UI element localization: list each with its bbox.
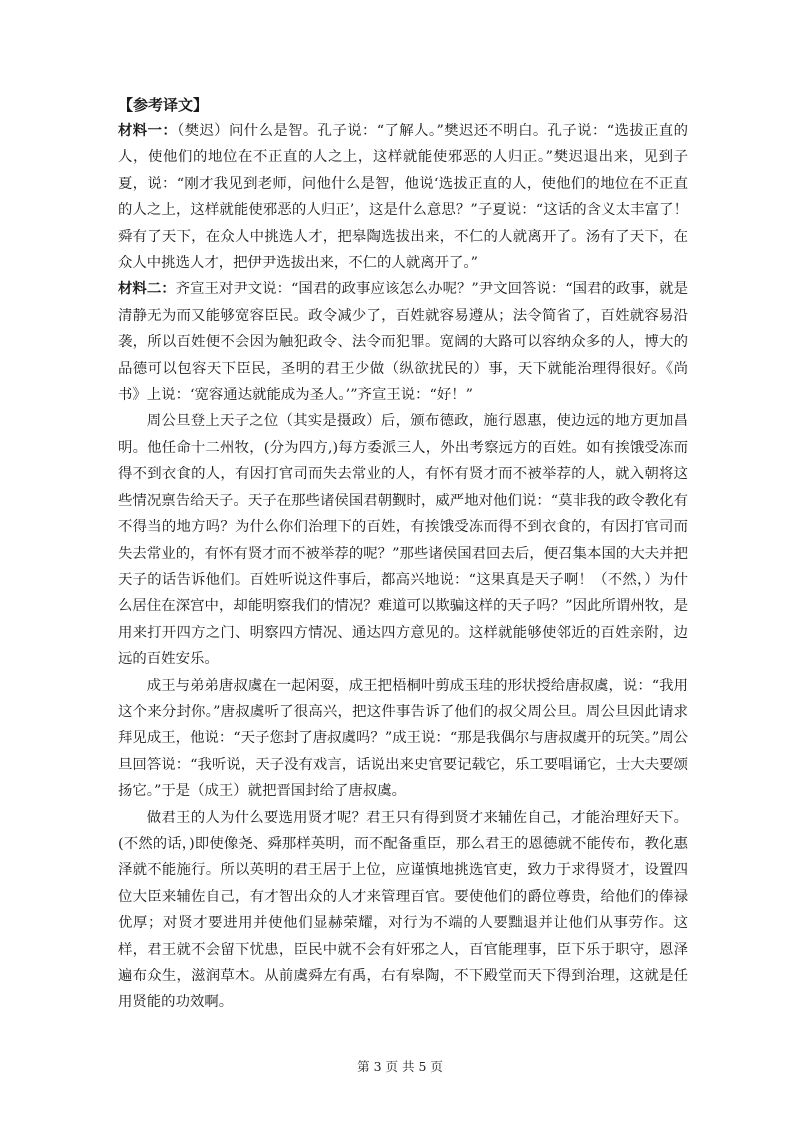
paragraph-zhou-gong: 周公旦登上天子之位（其实是摄政）后，颁布德政，施行恩惠，使边远的地方更加昌明。他任命十二州牧，(分为四方,)每方委派三人，外出考察远方的百姓。如有挨饿受冻而得不到衣食的人，有因打官司而失去常业的人，有怀有贤才而不被举荐的人，就入朝将这些情况禀告给天子。天子在那些诸侯国君朝觐时，威严地对他们说：“莫非我的政令教化有不得当的地方吗？为什么你们治理下的百姓，有挨饿受冻而得不到衣食的，有因打官司而失去常业的，有怀有贤才而不被举荐的呢？”那些诸侯国君回去后，便召集本国的大夫并把天子的话告诉他们。百姓听说这件事后，都高兴地说：“这果真是天子啊！（不然，）为什么居住在深宫中，却能明察我们的情况？难道可以欺骗这样的天子吗？”因此所谓州牧，是用来打开四方之门、明察四方情况、通达四方意见的。这样就能够使邻近的百姓亲附，边远的百姓安乐。 [118,413,688,668]
material-one-label: 材料一： [118,123,178,139]
section-heading: 【参考译文】 [118,96,209,114]
paragraph-selecting-talent: 做君王的人为什么要选用贤才呢？君王只有得到贤才来辅佐自己，才能治理好天下。(不然的话，)即使像尧、舜那样英明，而不配备重臣，那么君王的恩德就不能传布，教化惠泽就不能施行。所以英明的君王居于上位，应谨慎地挑选官吏，致力于求得贤才，设置四位大臣来辅佐自己，有才智出众的人才来管理百官。要使他们的爵位尊贵，给他们的俸禄优厚；对贤才要进用并使他们显赫荣耀，对行为不端的人要黜退并让他们从事劳作。这样，君王就不会留下忧患，臣民中就不会有奸邪之人，百官能理事，臣下乐于职守，恩泽遍布众生，滋润草木。从前虞舜左有禹，右有皋陶，不下殿堂而天下得到治理，这就是任用贤能的功效啊。 [118,809,688,1011]
paragraph-cheng-wang: 成王与弟弟唐叔虞在一起闲耍，成王把梧桐叶剪成玉珪的形状授给唐叔虞，说：“我用这个来分封你。”唐叔虞听了很高兴，把这件事告诉了他们的叔父周公旦。周公旦因此请求拜见成王，他说：“天子您封了唐叔虞吗？”成王说：“那是我偶尔与唐叔虞开的玩笑。”周公旦回答说：“我听说，天子没有戏言，话说出来史官要记载它，乐工要唱诵它，士大夫要颂扬它。”于是（成王）就把晋国封给了唐叔虞。 [118,677,688,800]
material-two-paragraph [118,276,688,408]
page-number-footer: 第 3 页 共 5 页 [357,1059,443,1074]
material-two-text: 齐宣王对尹文说：“国君的政事应该怎么办呢？”尹文回答说：“国君的政事，就是清静无为而又能够宽容臣民。政令减少了，百姓就容易遵从；法令简省了，百姓就容易沿袭，所以百姓便不会因为触犯政令、法令而犯罪。宽阔的大路可以容纳众多的人，博大的品德可以包容天下臣民，圣明的君王少做（纵欲扰民的）事，天下就能治理得很好。《尚书》上说：‘宽容通达就能成为圣人。’”齐宣王说：“好！” [118,281,688,404]
material-one-text: （樊迟）问什么是智。孔子说：“了解人。”樊迟还不明白。孔子说：“选拔正直的人，使他们的地位在不正直的人之上，这样就能使邪恶的人归正。”樊迟退出来，见到子夏，说：“刚才我见到老师，问他什么是智，他说‘选拔正直的人，使他们的地位在不正直的人之上，这样就能使邪恶的人归正’，这是什么意思？”子夏说：“这话的含义太丰富了！舜有了天下，在众人中挑选人才，把皋陶选拔出来，不仁的人就离开了。汤有了天下，在众人中挑选人才，把伊尹选拔出来，不仁的人就离开了。” [118,123,688,272]
material-one-paragraph [118,118,688,276]
material-two-label: 材料二： [118,281,176,298]
document-body [118,92,688,1016]
